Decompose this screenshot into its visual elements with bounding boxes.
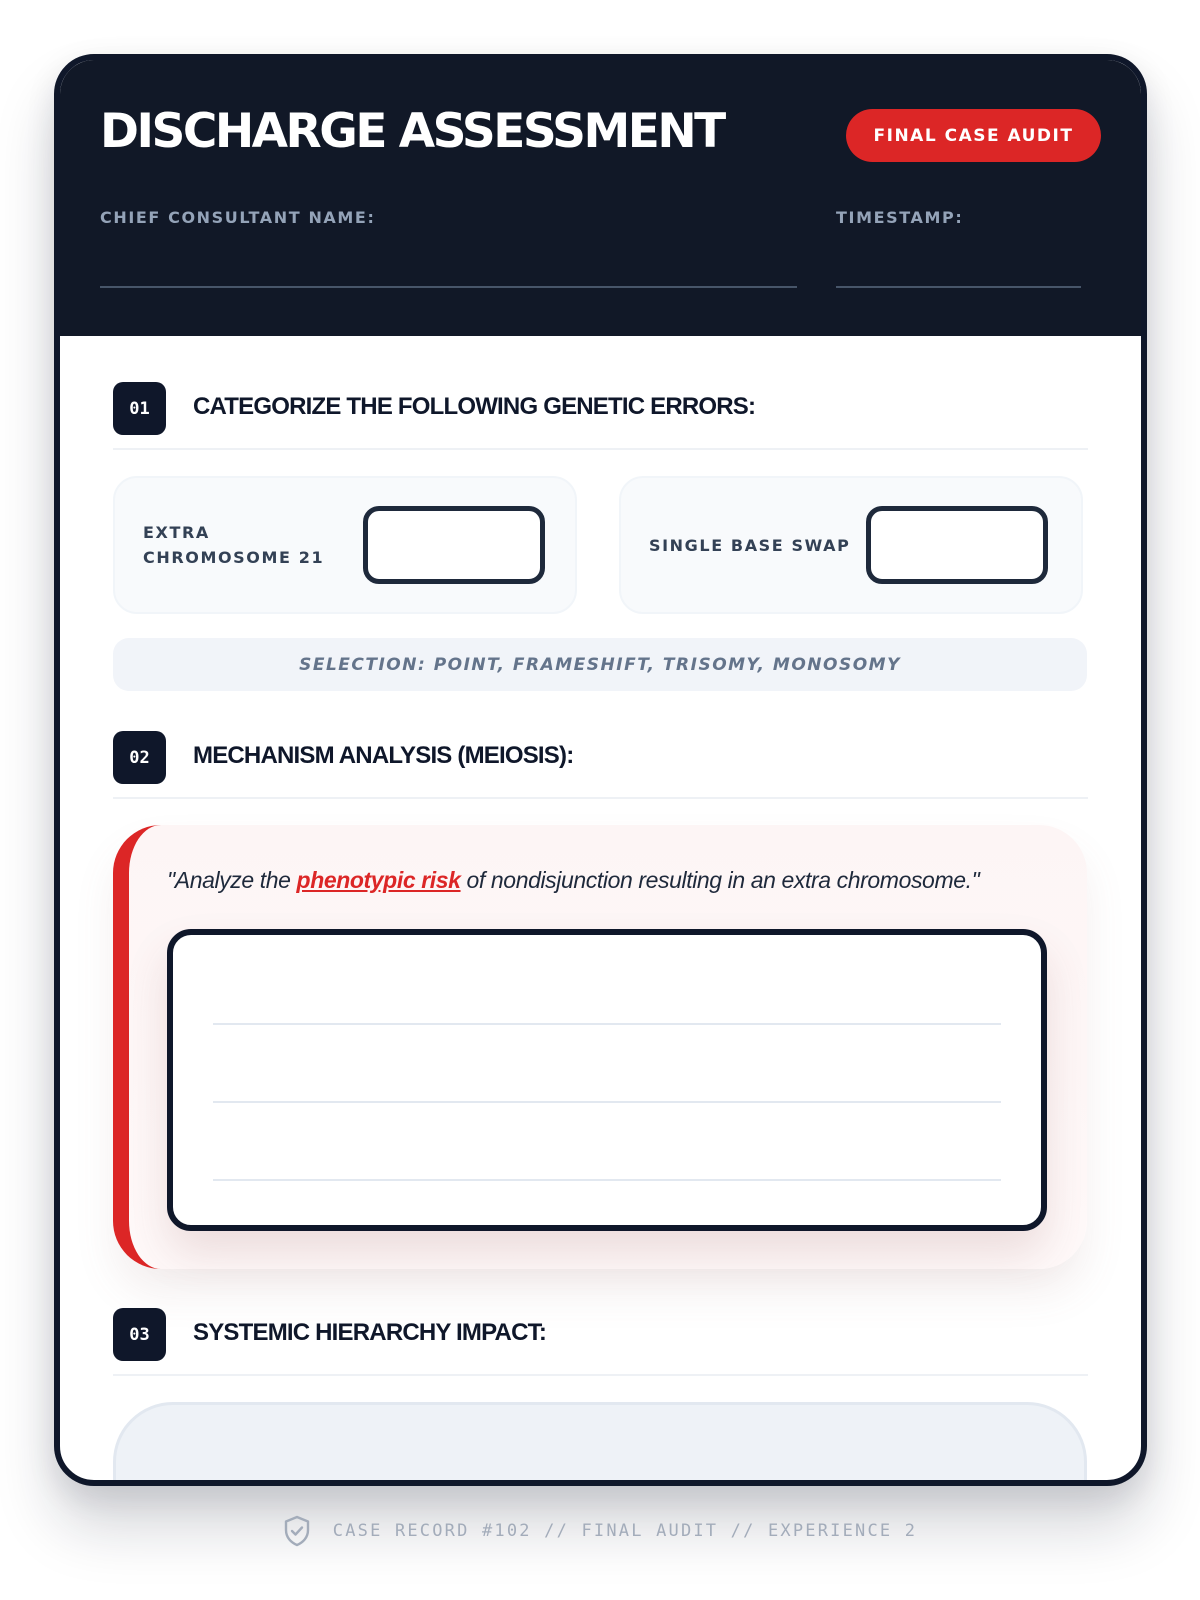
section-01-header — [113, 382, 1088, 450]
section-title: CATEGORIZE THE FOLLOWING GENETIC ERRORS: — [193, 393, 756, 420]
section-03-header — [113, 1308, 1088, 1376]
prompt-text-end: of nondisjunction resulting in an extra chromosome." — [460, 867, 980, 893]
footer — [0, 1515, 1200, 1547]
answer-line — [213, 1179, 1001, 1181]
systemic-impact-card[interactable] — [113, 1402, 1087, 1486]
timestamp-label: TIMESTAMP: — [836, 208, 964, 227]
section-number-badge: 03 — [113, 1308, 166, 1361]
case-record-footer: CASE RECORD #102 // FINAL AUDIT // EXPERIENCE 2 — [332, 1521, 918, 1541]
error-category-input[interactable] — [363, 506, 545, 584]
section-title: SYSTEMIC HIERARCHY IMPACT: — [193, 1319, 547, 1346]
error-label: EXTRA CHROMOSOME 21 — [143, 523, 325, 567]
error-card-single-base-swap — [619, 476, 1083, 614]
consultant-name-label: CHIEF CONSULTANT NAME: — [100, 208, 376, 227]
page-title: DISCHARGE ASSESSMENT — [100, 104, 724, 159]
answer-line — [213, 1023, 1001, 1025]
shield-check-icon — [283, 1515, 311, 1547]
mechanism-analysis-card — [113, 825, 1087, 1269]
phenotypic-risk-highlight: phenotypic risk — [296, 867, 461, 893]
answer-line — [213, 1101, 1001, 1103]
error-category-input[interactable] — [866, 506, 1048, 584]
analysis-prompt — [167, 867, 979, 894]
selection-hint: SELECTION: POINT, FRAMESHIFT, TRISOMY, MONOSOMY — [113, 638, 1087, 691]
final-case-audit-button[interactable]: FINAL CASE AUDIT — [846, 109, 1101, 162]
timestamp-field[interactable] — [836, 233, 1081, 288]
prompt-text-start: "Analyze the — [167, 867, 297, 893]
error-label: SINGLE BASE SWAP — [649, 536, 851, 555]
header — [60, 60, 1141, 336]
analysis-answer-box[interactable] — [167, 929, 1047, 1231]
section-02-header — [113, 731, 1088, 799]
error-card-extra-chromosome — [113, 476, 577, 614]
assessment-card — [54, 54, 1147, 1486]
section-title: MECHANISM ANALYSIS (MEIOSIS): — [193, 742, 574, 769]
section-number-badge: 02 — [113, 731, 166, 784]
consultant-name-field[interactable] — [100, 233, 797, 288]
section-number-badge: 01 — [113, 382, 166, 435]
